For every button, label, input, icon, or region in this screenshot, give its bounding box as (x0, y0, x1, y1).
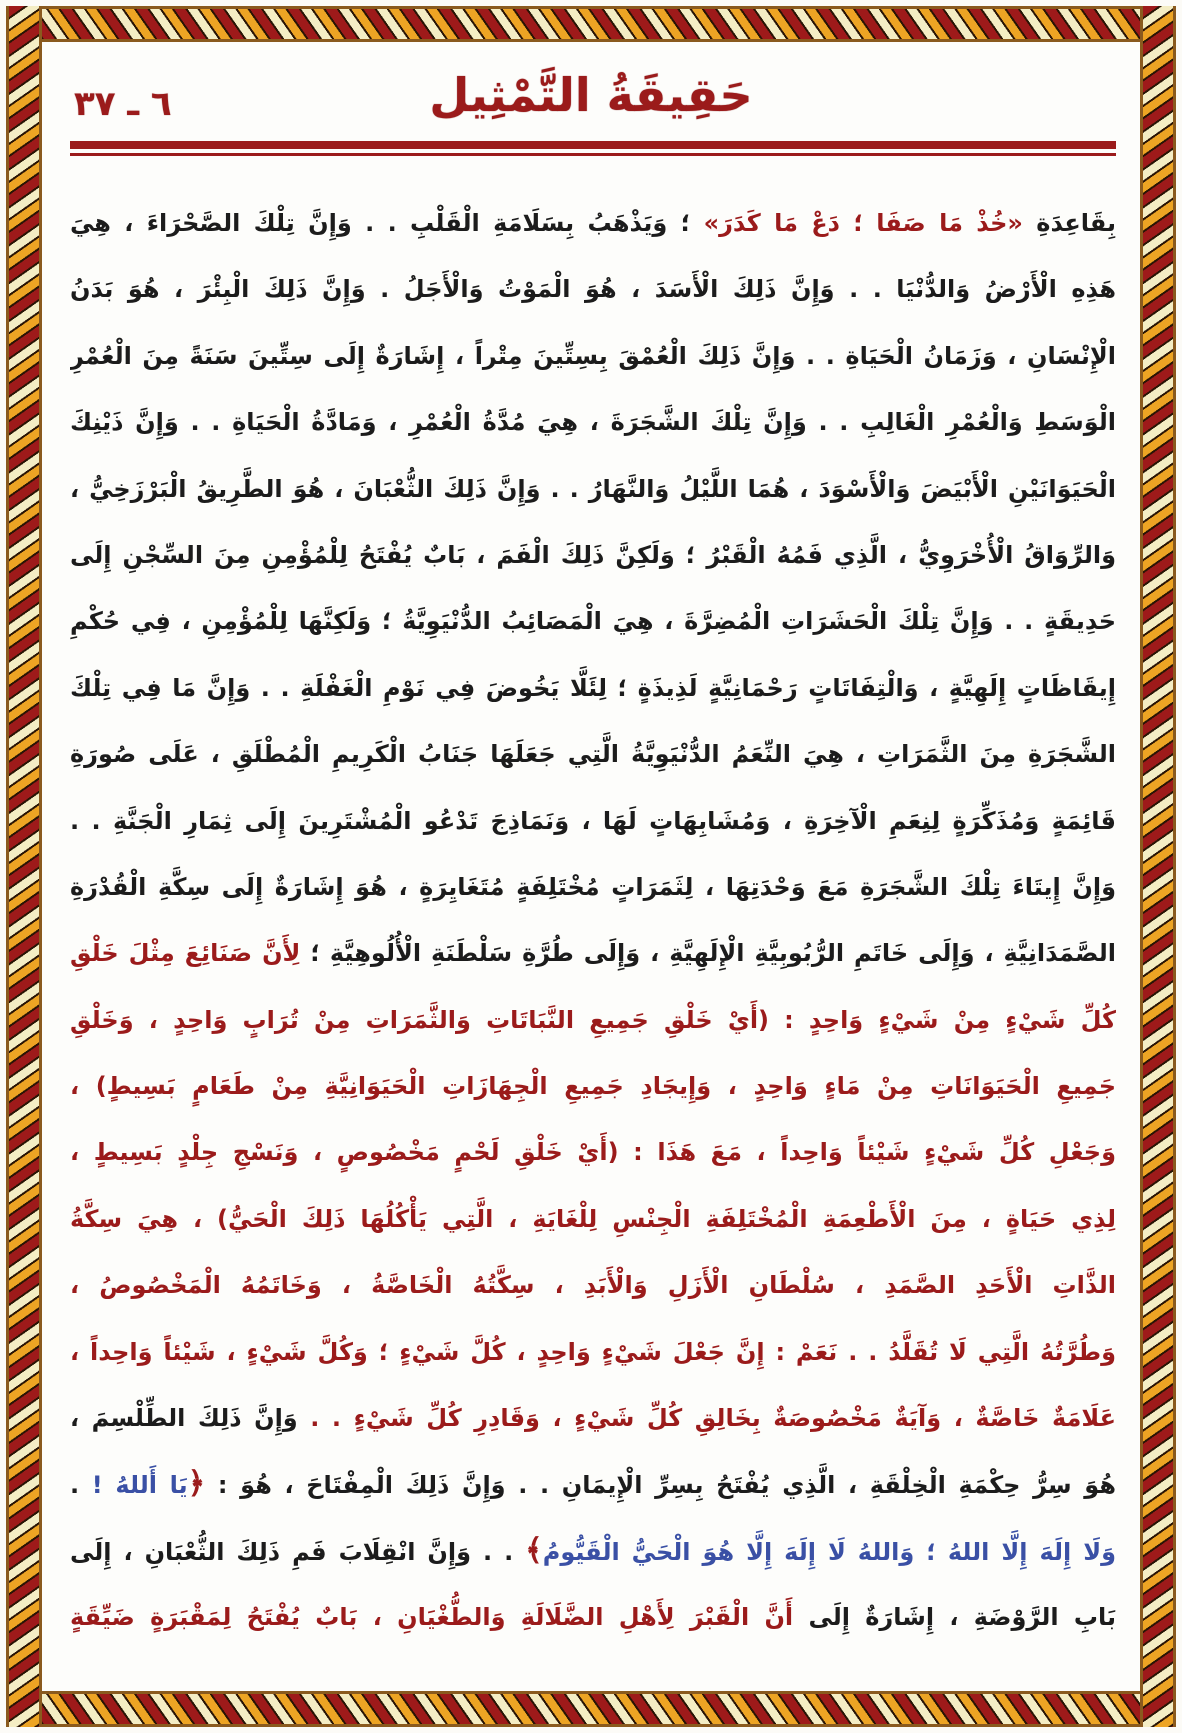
text-segment-red: وَجَعْلِ كُلِّ شَيْءٍ شَيْئاً وَاحِداً ، مَعَ هَذَا : (أَيْ خَلْقِ لَحْمٍ مَخْصُوصٍ ، وَنَسْجِ جِلْدٍ بَسِيطٍ ، (70, 1138, 1116, 1167)
text-segment-bracket: ﴿ (187, 1466, 206, 1502)
text-segment-black: الصَّمَدَانِيَّةِ ، وَإِلَى خَاتَمِ الرُّبُوبِيَّةِ الْإِلَهِيَّةِ ، وَإِلَى طُرَّةِ سَلْطَنَةِ الْأُلُوهِيَّةِ ؛ (300, 939, 1116, 968)
text-line (70, 323, 1116, 389)
text-segment-black: وَالرِّوَاقُ الْأُخْرَوِيُّ ، الَّذِي فَمُهُ الْقَبْرُ ؛ وَلَكِنَّ ذَلِكَ الْفَمَ ، بَابٌ يُفْتَحُ لِلْمُؤْمِنِ مِنَ السِّجْنِ إِلَى (70, 540, 1116, 569)
text-segment-black: إِيقَاظَاتٍ إِلَهِيَّةٍ ، وَالْتِفَاتَاتٍ رَحْمَانِيَّةٍ لَذِيذَةٍ ؛ لِئَلَّا يَخُوضَ فِي نَوْمِ الْغَفْلَةِ . . وَإِنَّ مَا فِي تِلْكَ (70, 673, 1116, 702)
ornamental-border-right (1140, 6, 1176, 1727)
text-line (70, 190, 1116, 256)
text-line (70, 1584, 1116, 1650)
page-number: ٦ ـ ٣٧ (74, 84, 172, 124)
text-segment-red: الذَّاتِ الْأَحَدِ الصَّمَدِ ، سُلْطَانِ الْأَزَلِ وَالْأَبَدِ ، سِكَّتُهُ الْخَاصَّةُ ، وَخَاتَمُهُ الْمَخْصُوصُ ، (70, 1271, 1116, 1300)
text-line (70, 256, 1116, 322)
text-line (70, 1518, 1116, 1584)
text-line (70, 1451, 1116, 1517)
text-segment-black: وَإِنَّ ذَلِكَ الطِّلْسِمَ ، (70, 1404, 298, 1433)
text-segment-black: بِقَاعِدَةِ (1022, 209, 1116, 237)
text-segment-black: قَائِمَةٍ وَمُذَكِّرَةٍ لِنِعَمِ الْآخِرَةِ ، وَمُشَابِهَاتٍ لَهَا ، وَنَمَاذِجَ تَدْعُو الْمُشْتَرِينَ إِلَى ثِمَارِ الْجَنَّةِ . . (70, 806, 1116, 835)
text-segment-red: أَنَّ الْقَبْرَ لِأَهْلِ الضَّلَالَةِ وَالطُّغْيَانِ ، بَابٌ يُفْتَحُ لِمَقْبَرَةٍ ضَيِّقَةٍ (70, 1603, 794, 1632)
text-segment-red: وَطُرَّتُهُ الَّتِي لَا تُقَلَّدُ . . نَعَمْ : إِنَّ جَعْلَ شَيْءٍ وَاحِدٍ ، كُلَّ شَيْءٍ ؛ وَكُلَّ شَيْءٍ ، شَيْئاً وَاحِداً ، (70, 1337, 1116, 1366)
text-line (70, 1252, 1116, 1318)
text-segment-red: جَمِيعِ الْحَيَوَانَاتِ مِنْ مَاءٍ وَاحِدٍ ، وَإِيجَادِ جَمِيعِ الْجِهَازَاتِ الْحَيَوَانِيَّةِ مِنْ طَعَامٍ بَسِيطٍ) ، (70, 1072, 1116, 1101)
text-line (70, 920, 1116, 986)
text-segment-red: لِذِي حَيَاةٍ ، مِنَ الْأَطْعِمَةِ الْمُخْتَلِفَةِ الْجِنْسِ لِلْغَايَةِ ، الَّتِي يَأْكُلُهَا ذَلِكَ الْحَيُّ) ، هِيَ سِكَّةُ (70, 1204, 1116, 1233)
text-line (70, 522, 1116, 588)
body-lines (70, 190, 1116, 1651)
text-segment-black: . . وَإِنَّ انْقِلَابَ فَمِ ذَلِكَ الثُّعْبَانِ ، إِلَى (70, 1537, 526, 1566)
text-line (70, 721, 1116, 787)
text-segment-black: وَإِنَّ إِيتَاءَ تِلْكَ الشَّجَرَةِ مَعَ وَحْدَتِهَا ، لِثَمَرَاتٍ مُخْتَلِفَةٍ مُتَغَايِرَةٍ ، هُوَ إِشَارَةٌ إِلَى سِكَّةِ الْقُدْرَةِ (70, 872, 1116, 901)
text-segment-black: هُوَ سِرُّ حِكْمَةِ الْخِلْقَةِ ، الَّذِي يُفْتَحُ بِسِرِّ الْإِيمَانِ . . وَإِنَّ ذَلِكَ الْمِفْتَاحَ ، هُوَ : (205, 1471, 1116, 1500)
text-segment-bracket: ﴾ (525, 1532, 543, 1568)
text-line (70, 655, 1116, 721)
text-segment-red: «خُذْ مَا صَفَا ؛ دَعْ مَا كَدَرَ» (703, 209, 1023, 237)
page-title: حَقِيقَةُ التَّمْثِيل (429, 68, 753, 122)
text-segment-black: . (70, 1471, 92, 1500)
text-segment-blue: يَا أَللهُ ! (91, 1471, 188, 1500)
text-segment-black: هَذِهِ الْأَرْضُ وَالدُّنْيَا . . وَإِنَّ ذَلِكَ الْأَسَدَ ، هُوَ الْمَوْتُ وَالْأَجَلُ . وَإِنَّ ذَلِكَ الْبِئْرَ ، هُوَ بَدَنُ (70, 275, 1116, 304)
text-line (70, 1385, 1116, 1451)
ornamental-border-bottom (6, 1691, 1176, 1727)
text-segment-black: بَابِ الرَّوْضَةِ ، إِشَارَةٌ إِلَى (793, 1603, 1116, 1632)
text-segment-red: عَلَامَةٌ خَاصَّةٌ ، وَآيَةٌ مَخْصُوصَةٌ بِخَالِقِ كُلِّ شَيْءٍ ، وَقَادِرِ كُلِّ شَيْءٍ . . (297, 1404, 1116, 1433)
text-line (70, 788, 1116, 854)
text-line (70, 588, 1116, 654)
ornamental-border-top (6, 6, 1176, 42)
text-line (70, 854, 1116, 920)
text-line (70, 1319, 1116, 1385)
text-segment-red: لِأَنَّ صَنَائِعَ مِثْلَ خَلْقِ (70, 939, 301, 968)
text-line (70, 456, 1116, 522)
text-line (70, 987, 1116, 1053)
text-line (70, 1053, 1116, 1119)
text-segment-black: الْوَسَطِ وَالْعُمْرِ الْغَالِبِ . . وَإِنَّ تِلْكَ الشَّجَرَةَ ، هِيَ مُدَّةُ الْعُمْرِ ، وَمَادَّةُ الْحَيَاةِ . . وَإِنَّ ذَيْنِكَ (70, 408, 1116, 437)
text-segment-black: الْحَيَوَانَيْنِ الْأَبْيَضَ وَالْأَسْوَدَ ، هُمَا اللَّيْلُ وَالنَّهَارُ . . وَإِنَّ ذَلِكَ الثُّعْبَانَ ، هُوَ الطَّرِيقُ الْبَرْزَخِيُّ ، (70, 474, 1116, 503)
text-segment-black: ؛ وَيَذْهَبُ بِسَلَامَةِ الْقَلْبِ . . وَإِنَّ تِلْكَ الصَّحْرَاءَ ، هِيَ (70, 209, 704, 237)
text-line (70, 1186, 1116, 1252)
text-segment-black: الْإِنْسَانِ ، وَزَمَانُ الْحَيَاةِ . . وَإِنَّ ذَلِكَ الْعُمْقَ بِسِتِّينَ مِتْراً ، إِشَارَةٌ إِلَى سِتِّينَ سَنَةً مِنَ الْعُمْرِ (70, 341, 1116, 370)
header-rule-thin (70, 153, 1116, 156)
text-segment-red: كُلِّ شَيْءٍ مِنْ شَيْءٍ وَاحِدٍ : (أَيْ خَلْقِ جَمِيعِ النَّبَاتَاتِ وَالثَّمَرَاتِ مِنْ تُرَابٍ وَاحِدٍ ، وَخَلْقِ (70, 1005, 1116, 1034)
header-rule-thick (70, 141, 1116, 149)
text-line (70, 1119, 1116, 1185)
ornamental-border-left (6, 6, 42, 1727)
text-line (70, 389, 1116, 455)
text-segment-black: الشَّجَرَةِ مِنَ الثَّمَرَاتِ ، هِيَ النِّعَمُ الدُّنْيَوِيَّةُ الَّتِي جَعَلَهَا جَنَابُ الْكَرِيمِ الْمُطْلَقِ ، عَلَى صُورَةِ (70, 740, 1116, 769)
text-segment-black: حَدِيقَةٍ . . وَإِنَّ تِلْكَ الْحَشَرَاتِ الْمُضِرَّةَ ، هِيَ الْمَصَائِبُ الدُّنْيَوِيَّةُ ؛ وَلَكِنَّهَا لِلْمُؤْمِنِ ، فِي حُكْمِ (70, 607, 1116, 636)
text-segment-blue: وَلَا إِلَهَ إِلَّا اللهُ ؛ وَاللهُ لَا إِلَهَ إِلَّا هُوَ الْحَيُّ الْقَيُّومُ (542, 1537, 1116, 1566)
